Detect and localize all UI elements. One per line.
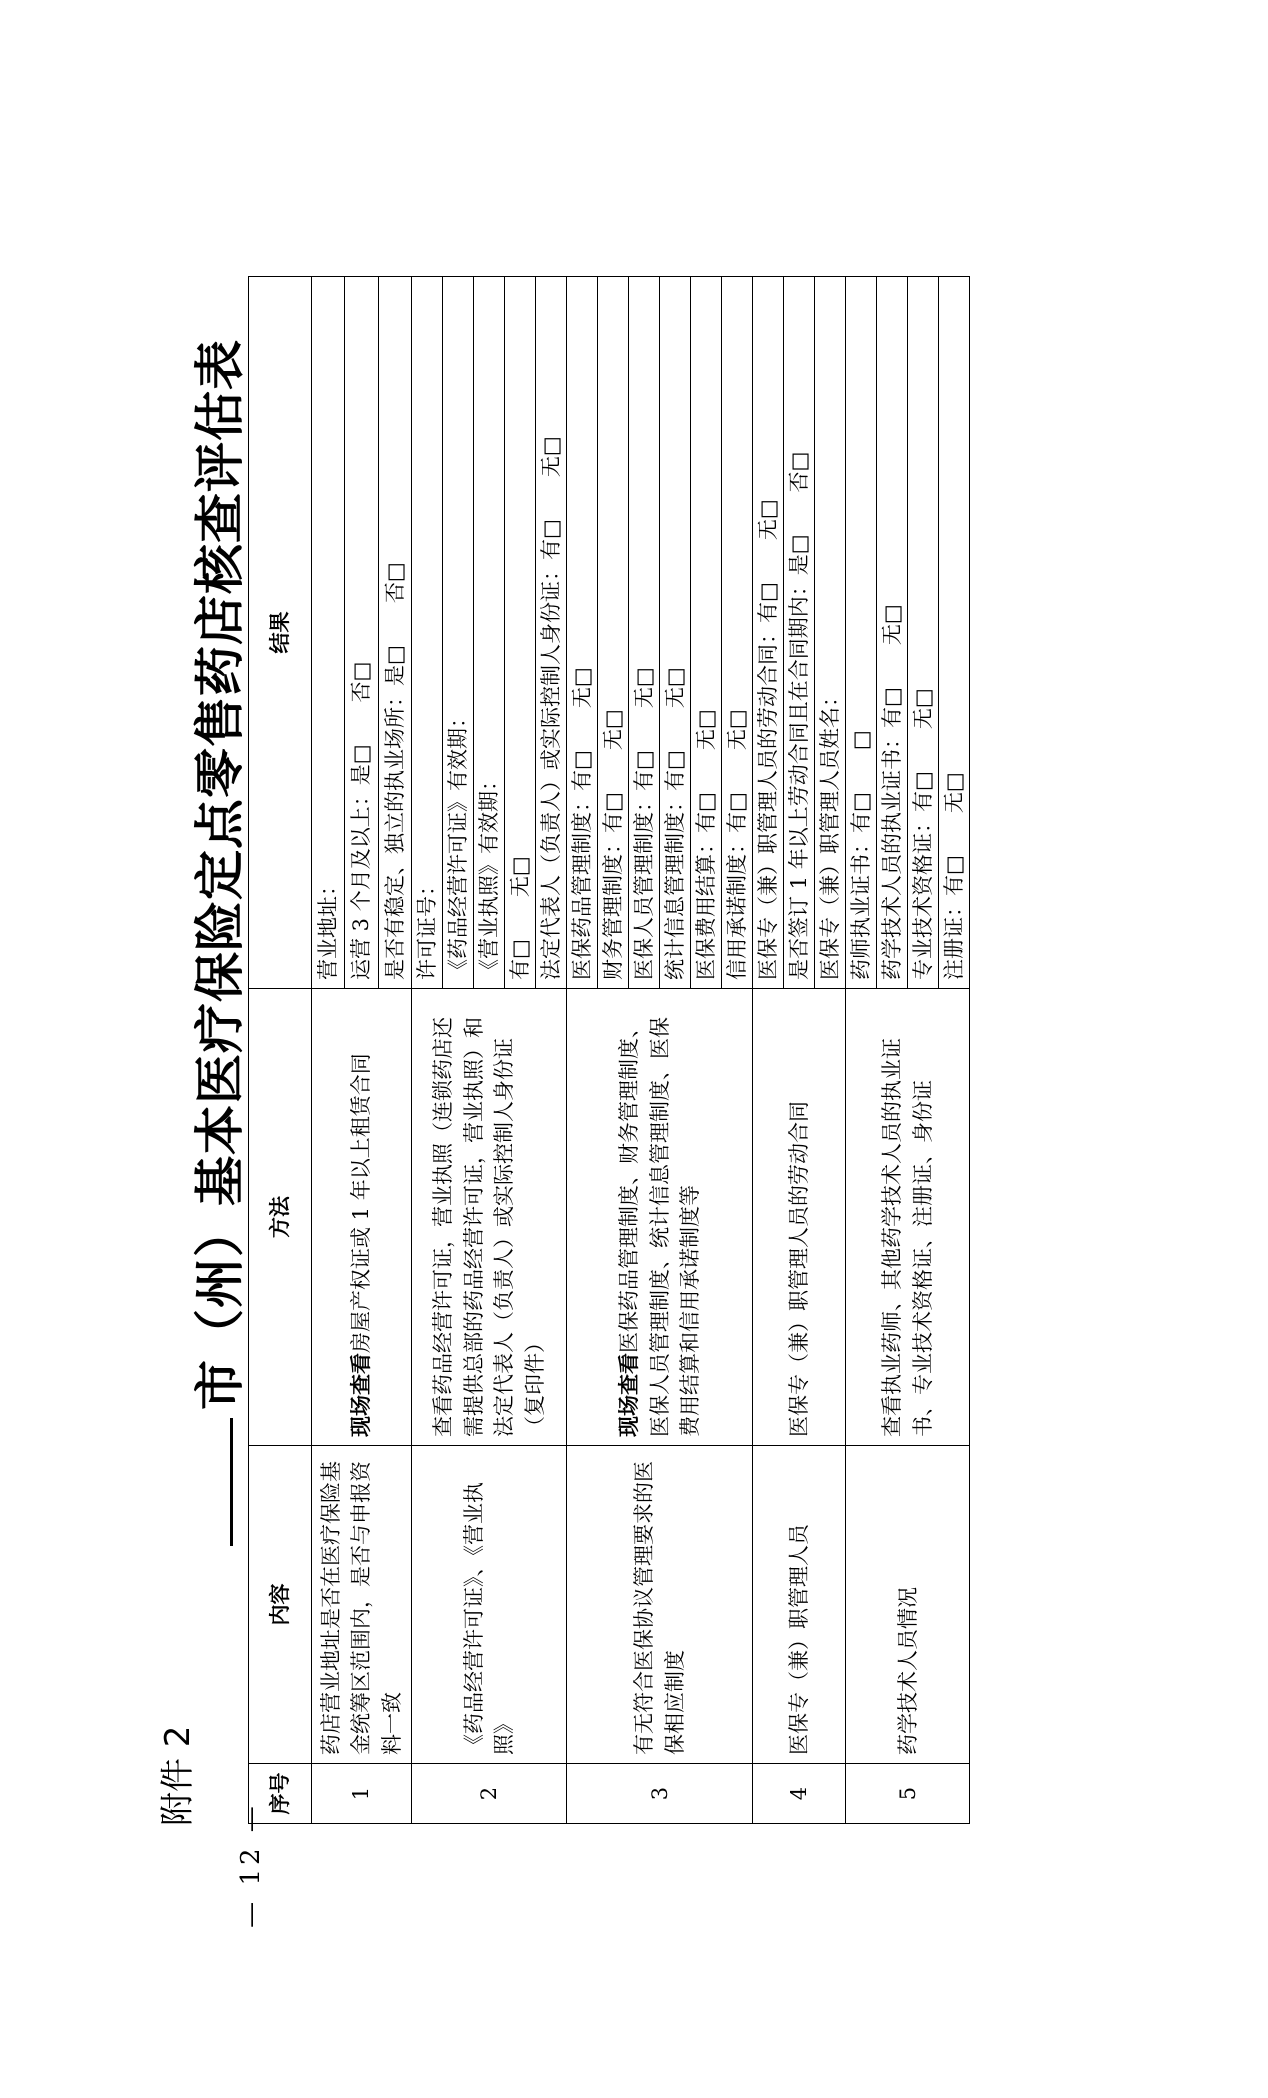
result-line: 医保专（兼）职管理人员姓名： <box>815 277 846 989</box>
row-seq: 3 <box>567 1764 753 1824</box>
row-content: 有无符合医保协议管理要求的医保相应制度 <box>567 1446 753 1764</box>
result-line: 信用承诺制度：有□ 无□ <box>722 277 753 989</box>
row-method: 查看执业药师、其他药学技术人员的执业证书、专业技术资格证、注册证、身份证 <box>846 989 970 1446</box>
row-method <box>567 989 753 1446</box>
attachment-label: 附件 2 <box>158 1725 198 1826</box>
result-line: 财务管理制度：有□ 无□ <box>598 277 629 989</box>
table-header-row <box>249 277 312 1824</box>
table-row <box>312 277 345 1824</box>
result-line: 专业技术资格证：有□ 无□ <box>908 277 939 989</box>
result-line: 是否签订 1 年以上劳动合同且在合同期内：是□ 否□ <box>784 277 815 989</box>
row-content: 药学技术人员情况 <box>846 1446 970 1764</box>
result-line: 药师执业证书：有□ □ <box>846 277 877 989</box>
result-line: 《药品经营许可证》有效期： <box>443 277 474 989</box>
table-row <box>567 277 598 1824</box>
result-line: 营业地址： <box>312 277 345 989</box>
row-seq: 2 <box>412 1764 567 1824</box>
row-content: 医保专（兼）职管理人员 <box>753 1446 846 1764</box>
assessment-table <box>248 276 970 1824</box>
row-seq: 4 <box>753 1764 846 1824</box>
row-content: 药店营业地址是否在医疗保险基金统筹区范围内，是否与申报资料一致 <box>312 1446 412 1764</box>
method-lead: 现场查看 <box>616 1353 642 1437</box>
result-line: 许可证号： <box>412 277 443 989</box>
method-lead: 现场查看 <box>348 1353 374 1437</box>
result-line: 统计信息管理制度：有□ 无□ <box>660 277 691 989</box>
row-content: 《药品经营许可证》、《营业执照》 <box>412 1446 567 1764</box>
row-method: 查看药品经营许可证，营业执照（连锁药店还需提供总部的药品经营许可证，营业执照）和法定代表人（负责人）或实际控制人身份证（复印件） <box>412 989 567 1446</box>
row-method <box>312 989 412 1446</box>
result-line: 医保专（兼）职管理人员的劳动合同：有□ 无□ <box>753 277 784 989</box>
result-line: 注册证：有□ 无□ <box>939 277 970 989</box>
result-line: 医保人员管理制度：有□ 无□ <box>629 277 660 989</box>
result-line: 法定代表人（负责人）或实际控制人身份证：有□ 无□ <box>536 277 567 989</box>
page-number: — 12 — <box>236 1802 266 1928</box>
header-seq: 序号 <box>249 1764 312 1824</box>
page-title: 市（州）基本医疗保险定点零售药店核查评估表 <box>190 339 249 1410</box>
header-content: 内容 <box>249 1446 312 1764</box>
table-row <box>412 277 443 1824</box>
table-row <box>846 277 877 1824</box>
method-text: 医保药品管理制度、财务管理制度、医保人员管理制度、统计信息管理制度、医保费用结算和信用承诺制度等 <box>617 1017 703 1437</box>
table-row <box>753 277 784 1824</box>
result-line: 是否有稳定、独立的执业场所：是□ 否□ <box>378 277 411 989</box>
result-line: 有□ 无□ <box>505 277 536 989</box>
row-seq: 5 <box>846 1764 970 1824</box>
method-text: 房屋产权证或 1 年以上租赁合同 <box>349 1053 374 1353</box>
title-blank-line <box>230 1418 233 1546</box>
result-line: 药学技术人员的执业证书：有□ 无□ <box>877 277 908 989</box>
result-line: 医保药品管理制度：有□ 无□ <box>567 277 598 989</box>
row-method: 医保专（兼）职管理人员的劳动合同 <box>753 989 846 1446</box>
header-result: 结果 <box>249 277 312 989</box>
header-method: 方法 <box>249 989 312 1446</box>
result-line: 《营业执照》有效期： <box>474 277 505 989</box>
row-seq: 1 <box>312 1764 412 1824</box>
result-line: 医保费用结算：有□ 无□ <box>691 277 722 989</box>
result-line: 运营 3 个月及以上：是□ 否□ <box>345 277 378 989</box>
